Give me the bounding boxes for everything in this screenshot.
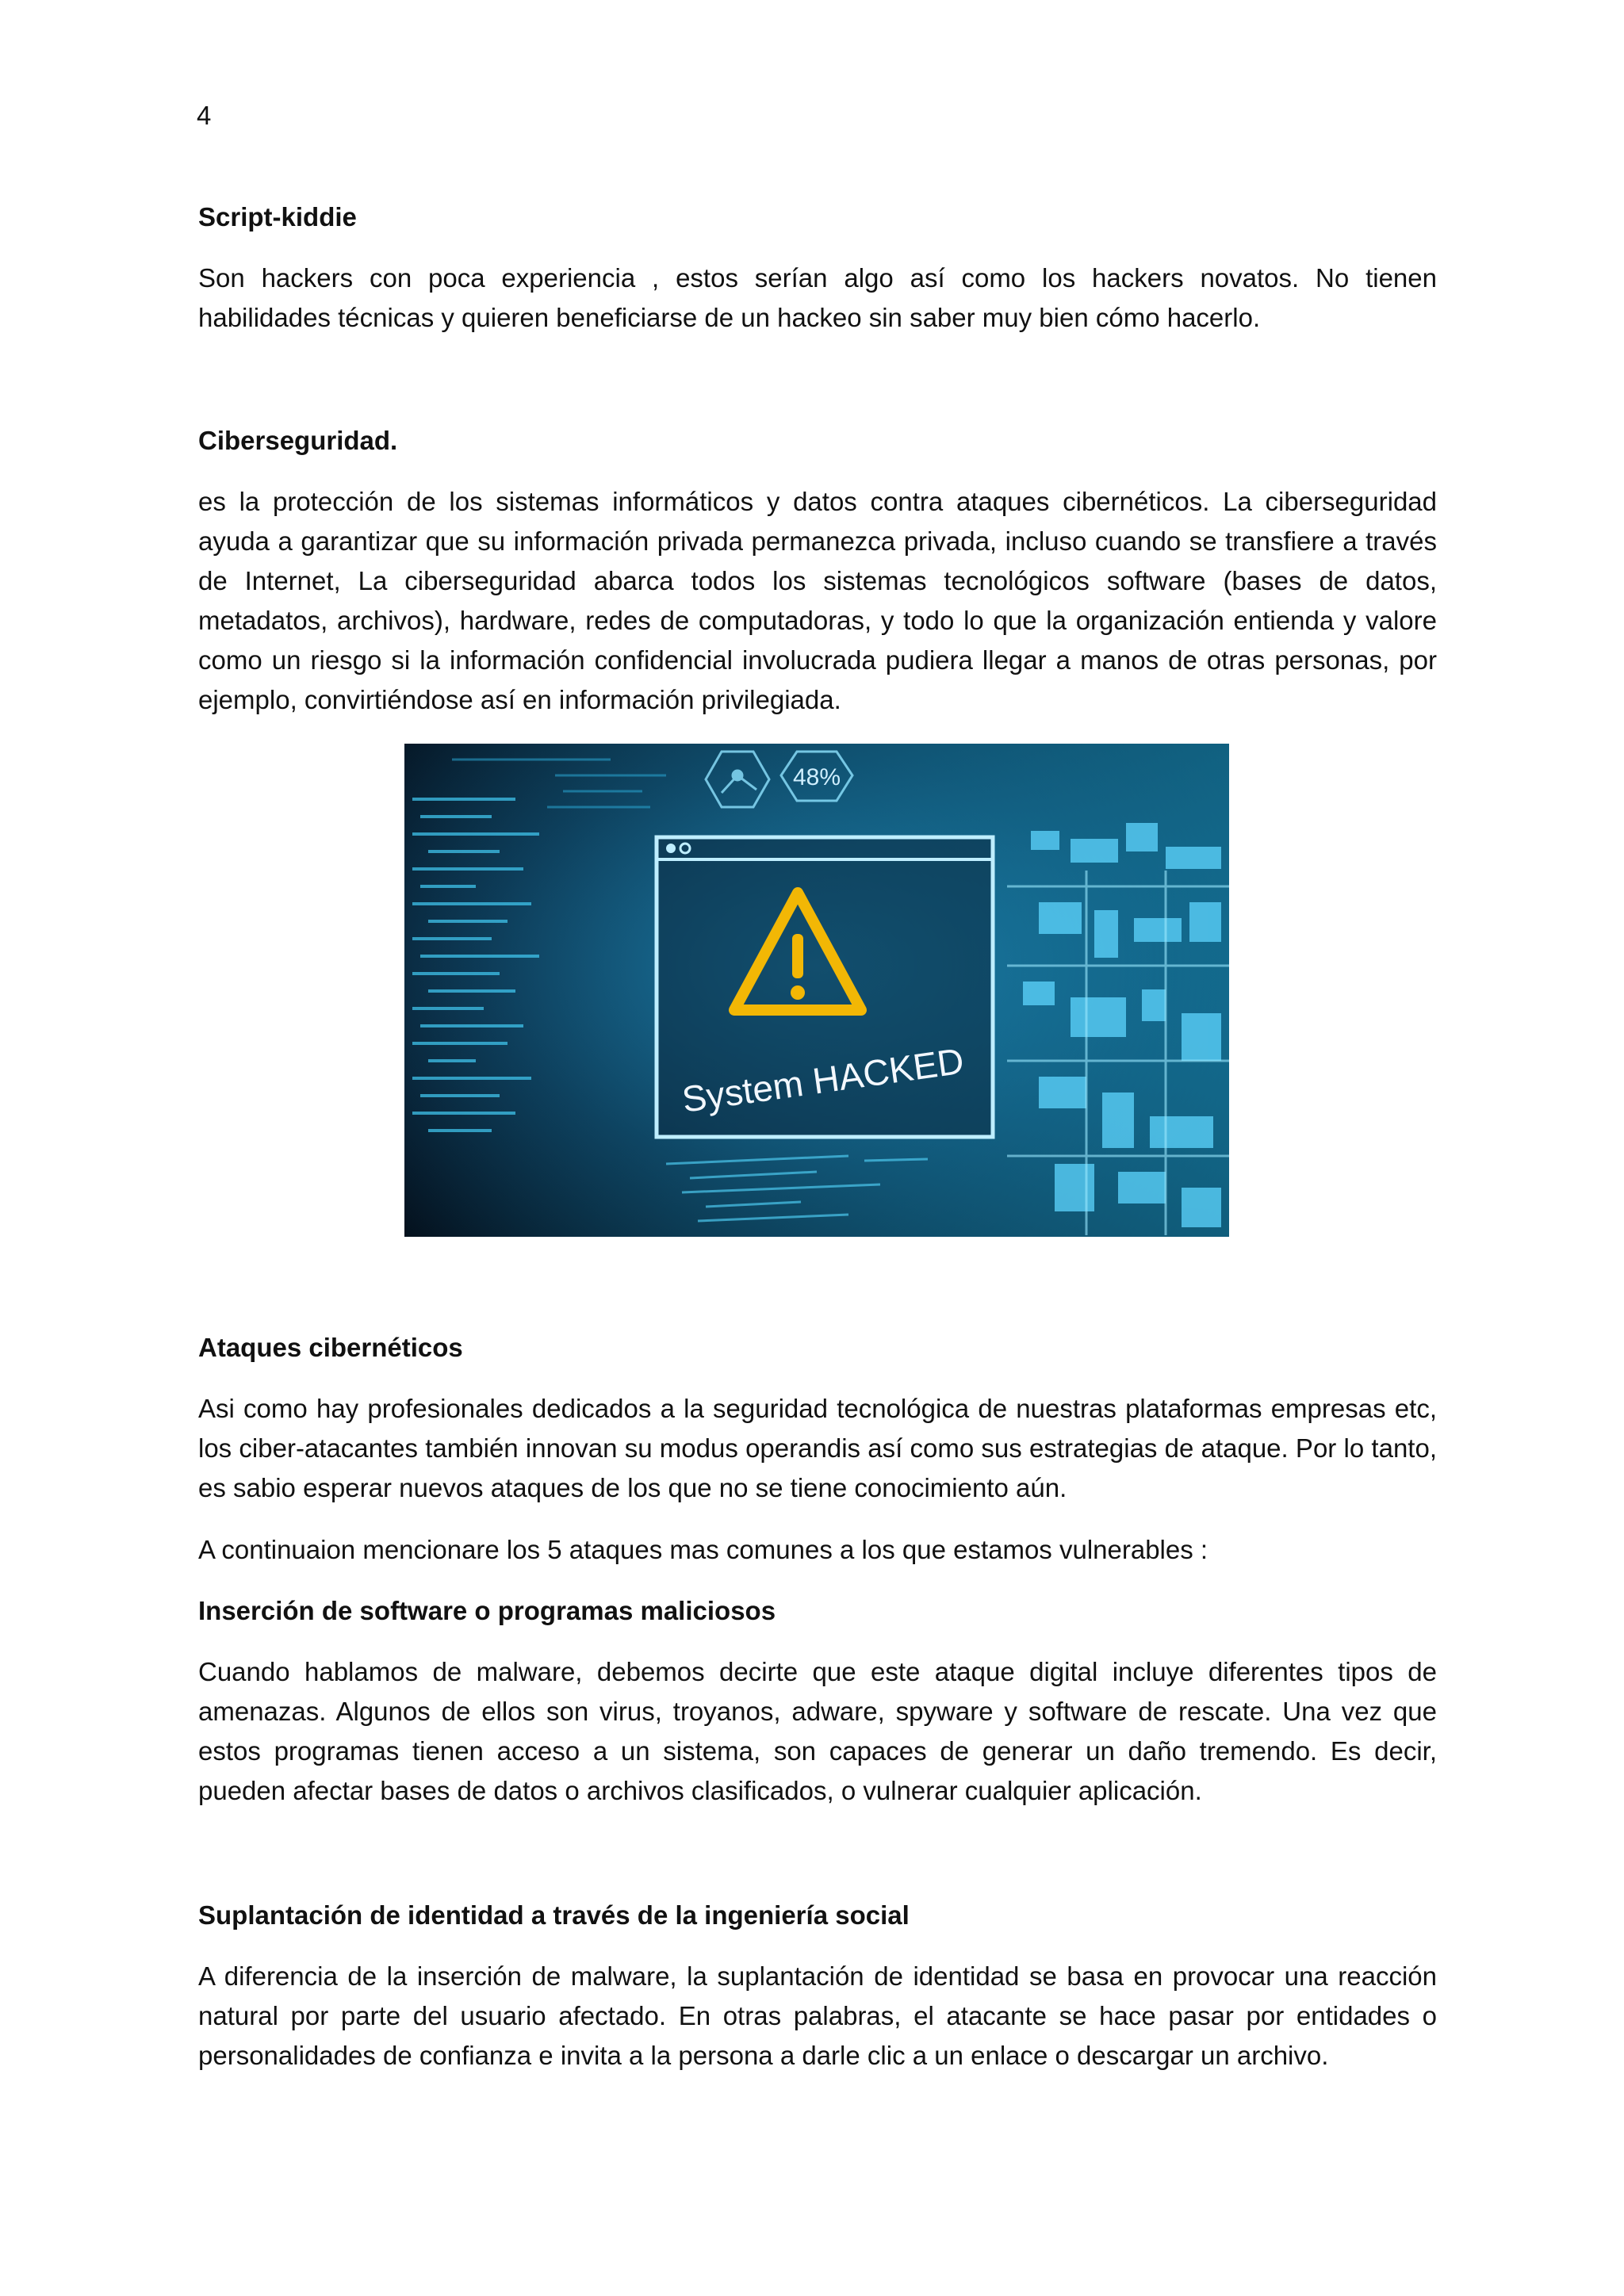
hexagon-badge-text: 48% (792, 764, 841, 790)
paragraph-ciberseguridad: es la protección de los sistemas informáticos y datos contra ataques cibernéticos. La ciberseguridad ayuda a garantizar que su información privada permanezca privada, incluso cuando se transfiere a través de Internet, La ciberseguridad abarca todos los sistemas tecnológicos software (bases de datos, metadatos, archivos), hardware, redes de computadoras, y todo lo que la organización entienda y valore como un riesgo si la información confidencial involucrada pudiera llegar a manos de otras personas, por ejemplo, convirtiéndose así en información privilegiada. (198, 487, 1437, 714)
system-hacked-label: System HACKED (679, 1039, 967, 1120)
paragraph-insercion-software: Cuando hablamos de malware, debemos decirte que este ataque digital incluye diferentes tipos de amenazas. Algunos de ellos son virus, troyanos, adware, spyware y software de rescate. Una vez que estos programas tienen acceso a un sistema, son capaces de generar un daño tremendo. Es decir, pueden afectar bases de datos o archivos clasificados, o vulnerar cualquier aplicación. (198, 1657, 1437, 1805)
heading-ciberseguridad: Ciberseguridad. (198, 426, 398, 455)
heading-insercion-software: Inserción de software o programas maliciosos (198, 1596, 776, 1625)
paragraph-suplantacion-identidad: A diferencia de la inserción de malware, la suplantación de identidad se basa en provocar una reacción natural por parte del usuario afectado. En otras palabras, el atacante se hace pasar por entidades o personalidades de confianza e invita a la persona a darle clic a un enlace o descargar un archivo. (198, 1961, 1437, 2070)
system-hacked-image (404, 744, 1229, 1237)
heading-ataques-ciberneticos: Ataques cibernéticos (198, 1333, 463, 1362)
page-number: 4 (197, 101, 212, 130)
heading-suplantacion-identidad: Suplantación de identidad a través de la ingeniería social (198, 1900, 910, 1930)
paragraph-ataques-ciberneticos: Asi como hay profesionales dedicados a la seguridad tecnológica de nuestras plataformas empresas etc, los ciber-atacantes también innovan su modus operandis así como sus estrategias de ataque. Por lo tanto, es sabio esperar nuevos ataques de los que no se tiene conocimiento aún. (198, 1394, 1437, 1502)
paragraph-ataques-lista-intro: A continuaion mencionare los 5 ataques mas comunes a los que estamos vulnerables : (198, 1535, 1208, 1564)
paragraph-script-kiddie: Son hackers con poca experiencia , estos serían algo así como los hackers novatos. No tienen habilidades técnicas y quieren beneficiarse de un hackeo sin saber muy bien cómo hacerlo. (198, 263, 1437, 332)
heading-script-kiddie: Script-kiddie (198, 202, 357, 232)
